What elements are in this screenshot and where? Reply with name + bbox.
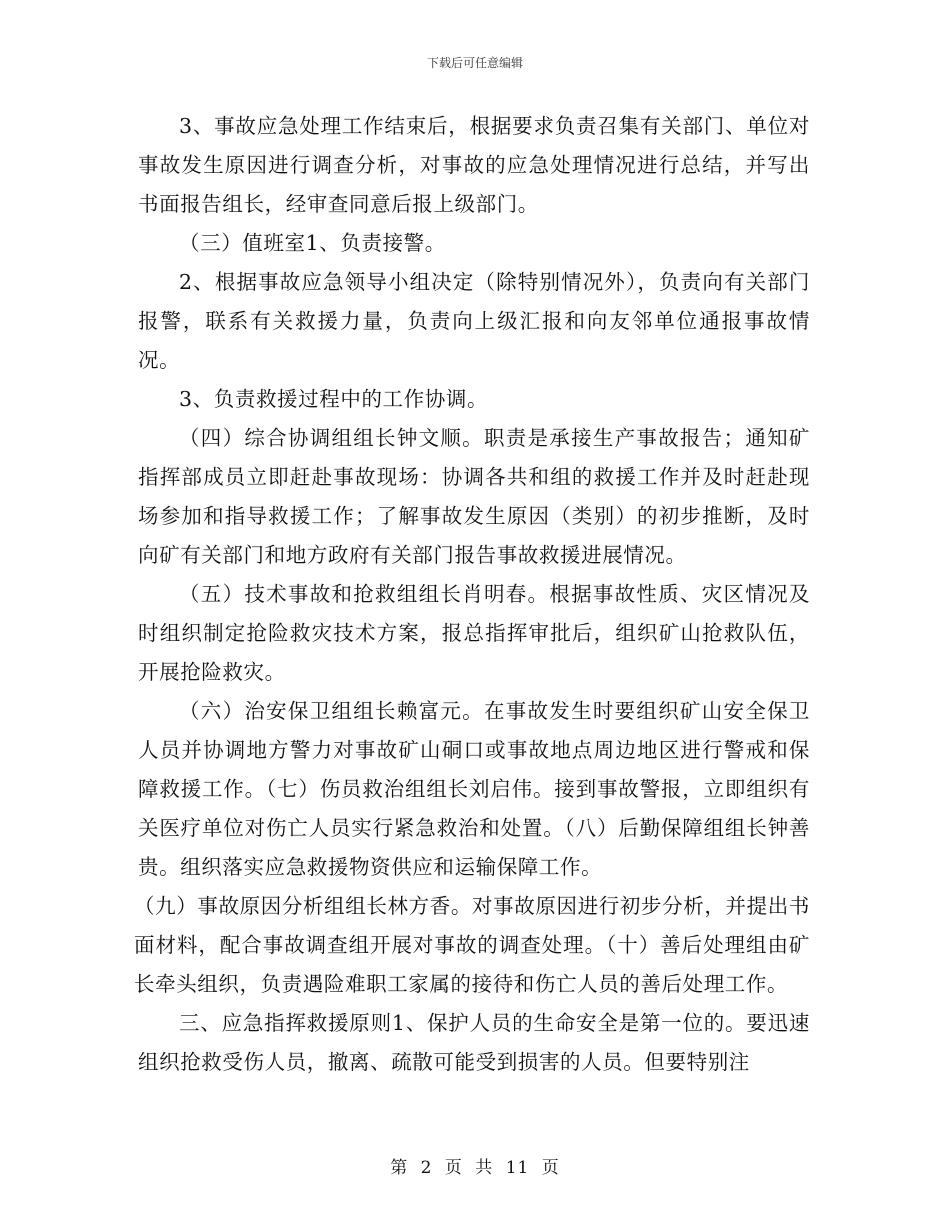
footer-current-page: 2 [420,1158,433,1178]
paragraph-2: （三）值班室1、负责接警。 [179,231,446,255]
paragraph-6: （五）技术事故和抢救组组长肖明春。根据事故性质、灾区情况及时组织制定抢险救灾技术方案，报总指挥审批后，组织矿山抢救队伍，开展抢险救灾。 [138,582,810,684]
footer-prefix: 第 [390,1158,409,1178]
paragraph-1: 3、事故应急处理工作结束后，根据要求负责召集有关部门、单位对事故发生原因进行调查分析，对事故的应急处理情况进行总结，并写出书面报告组长，经审查同意后报上级部门。 [138,114,810,216]
paragraph-4: 3、负责救援过程中的工作协调。 [179,387,489,411]
page-header-note: 下载后可任意编辑 [426,56,523,70]
paragraph-8: （九）事故原因分析组组长林方香。对事故原因进行初步分析，并提出书面材料，配合事故调查组开展对事故的调查处理。（十）善后处理组由矿长牵头组织，负责遇险难职工家属的接待和伤亡人员的善后处理工作。 [134,894,810,996]
paragraph-5: （四）综合协调组组长钟文顺。职责是承接生产事故报告；通知矿指挥部成员立即赶赴事故现场：协调各共和组的救援工作并及时赶赴现场参加和指导救援工作；了解事故发生原因（类别）的初步推断，及时向矿有关部门和地方政府有关部门报告事故救援进展情况。 [138,426,810,567]
footer-suffix: 页 [541,1158,560,1178]
paragraph-3: 2、根据事故应急领导小组决定（除特别情况外），负责向有关部门报警，联系有关救援力量，负责向上级汇报和向友邻单位通报事故情况。 [138,270,810,372]
paragraph-9: 三、应急指挥救援原则1、保护人员的生命安全是第一位的。要迅速组织抢救受伤人员，撤离、疏散可能受到损害的人员。但要特别注 [138,1011,810,1074]
page-number-footer [0,1153,950,1178]
footer-total-pages: 11 [505,1158,530,1178]
document-body [134,107,810,1082]
paragraph-7: （六）治安保卫组组长赖富元。在事故发生时要组织矿山安全保卫人员并协调地方警力对事故矿山硐口或事故地点周边地区进行警戒和保障救援工作。（七）伤员救治组组长刘启伟。接到事故警报，立即组织有关医疗单位对伤亡人员实行紧急救治和处置。（八）后勤保障组组长钟善贵。组织落实应急救援物资供应和运输保障工作。 [138,699,810,879]
footer-page-word: 页 [444,1158,463,1178]
footer-total-word: 共 [475,1158,494,1178]
